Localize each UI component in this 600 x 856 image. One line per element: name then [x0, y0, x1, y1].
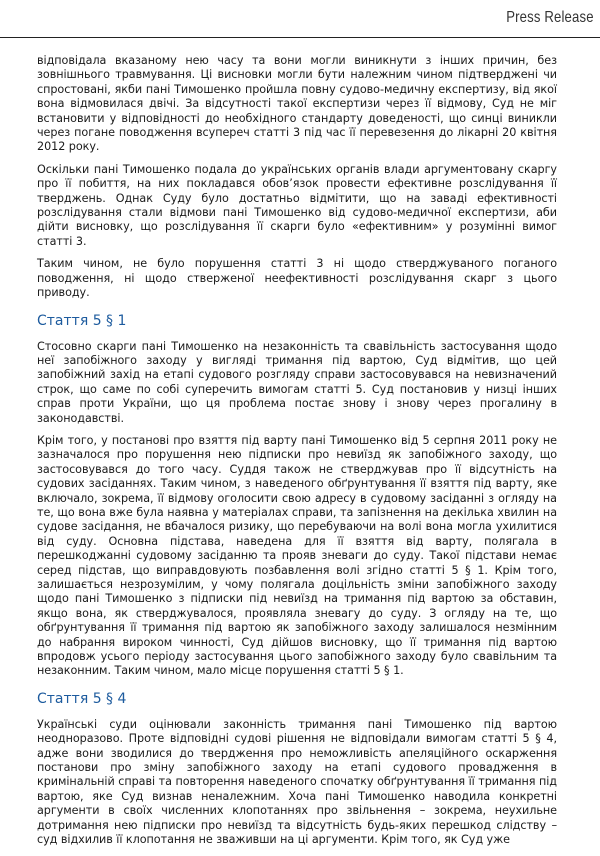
- paragraph: Оскільки пані Тимошенко подала до українських органів влади аргументовану скаргу про її побиття, на них покладався обов’язок провести ефективне розслідування її тверджень. Однак Суду було достатньо відмітити, що на заваді ефективності розслідування стали відмови пані Тимошенко від судово-медичної експертизи, аби дійти висновку, що розслідування її скарги було «ефективним» у розумінні вимог статті 3.: [37, 162, 557, 248]
- section-heading-article-5-1: Стаття 5 § 1: [37, 312, 127, 329]
- paragraph: Стосовно скарги пані Тимошенко на незаконність та свавільність застосування щодо неї запобіжного заходу у вигляді тримання під вартою, Суд відмітив, що цей запобіжний захід на етапі судового розгляду справи застосовувався на невизначений строк, що саме по собі суперечить вимогам статті 5. Суд постановив у низці інших справ проти України, що ця проблема постає знову і знову через прогалину в законодавстві.: [37, 339, 557, 425]
- paragraph: Крім того, у постанові про взяття під варту пані Тимошенко від 5 серпня 2011 року не зазначалося про порушення нею підписки про невиїзд як запобіжного заходу, що застосовувався до того часу. Суддя також не стверджував про її відсутність на судових засіданнях. Таким чином, з наведеного обґрунтування її взяття під варту, яке включало, зокрема, її відмову оголосити свою адресу в судовому засіданні з огляду на те, що вона вже була наявна у матеріалах справи, та запізнення на декілька хвилин на судове засідання, не вбачалося ризику, що перебуваючи на волі вона могла ухилитися від суду. Основна підстава, наведена для її взяття від варту, полягала в перешкоджанні судовому засіданню та прояв зневаги до суду. Такої підстави немає серед підстав, що виправдовують позбавлення волі згідно статті 5 § 1. Крім того, залишається незрозумілим, у чому полягала доцільність зміни запобіжного заходу щодо пані Тимошенко з підписки під невиїзд на тримання під вартою за обставин, якщо вона, як стверджувалося, проявляла зневагу до суду. З огляду на те, що обґрунтування її тримання під вартою як запобіжного заходу залишалося незмінним до набрання вироком чинності, Суд дійшов висновку, що її тримання під вартою впродовж усього періоду застосування цього запобіжного заходу було свавільним та незаконним. Таким чином, мало місце порушення статті 5 § 1.: [37, 433, 557, 678]
- paragraph: Українські суди оцінювали законність тримання пані Тимошенко під вартою неодноразово. Проте відповідні судові рішення не відповідали вимогам статті 5 § 4, адже вони зводилися до твердження про неможливість апеляційного оскарження постанови про зміну запобіжного заходу на етапі судового провадження в кримінальній справі та повторення наведеного спочатку обґрунтування її тримання під вартою, яке Суд визнав неналежним. Хоча пані Тимошенко наводила конкретні аргументи в своїх численних клопотаннях про звільнення – зокрема, неухильне дотримання нею підписки про невиїзд та відсутність будь-яких перешкод слідству – суд відхилив її клопотання не зваживши на ці аргументи. Крім того, як Суд уже: [37, 717, 557, 847]
- page-header: [0, 0, 600, 38]
- paragraph: відповідала вказаному нею часу та вони могли виникнути з інших причин, без зовнішнього травмування. Ці висновки могли бути належним чином підтверджені чи спростовані, якби пані Тимошенко пройшла повну судово-медичну експертизу, від якої вона відмовилася двічі. За відсутності такої експертизи через її відмову, Суд не міг встановити у відповідності до необхідного стандарту доведеності, що синці виникли через погане поводження всупереч статті 3 під час її перевезення до лікарні 20 квітня 2012 року.: [37, 54, 557, 154]
- section-heading-article-5-4: Стаття 5 § 4: [37, 690, 127, 707]
- paragraph: Таким чином, не було порушення статті 3 ні щодо стверджуваного поганого поводження, ні щодо стверженої неефективності розслідування скарг з цього приводу.: [37, 257, 557, 300]
- document-body: [37, 54, 557, 856]
- press-release-label: Press Release: [506, 9, 594, 26]
- header-divider: [0, 37, 600, 38]
